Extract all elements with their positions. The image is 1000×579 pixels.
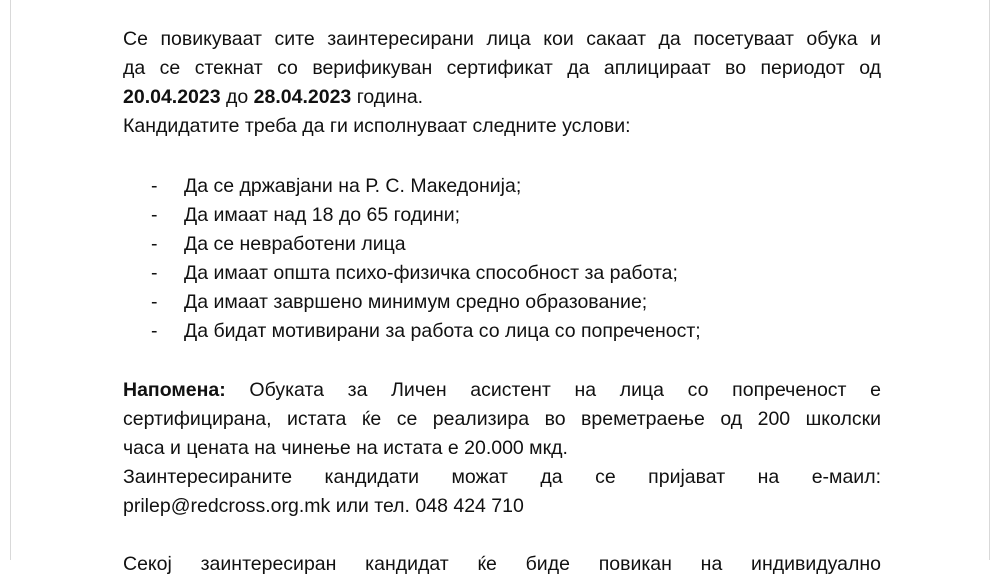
date-from: 20.04.2023	[123, 86, 221, 108]
condition-text: Да се државјани на Р. С. Македонија;	[184, 175, 522, 197]
note-line-1	[123, 376, 881, 405]
document-body	[123, 25, 881, 579]
condition-item	[123, 317, 881, 346]
note-label: Напомена:	[123, 379, 226, 401]
condition-item	[123, 172, 881, 201]
bullet-dash: -	[151, 175, 158, 197]
condition-item	[123, 230, 881, 259]
intro-line-1: Се повикуваат сите заинтересирани лица кои сакаат да посетуваат обука и	[123, 28, 881, 50]
bullet-dash: -	[151, 204, 158, 226]
condition-item	[123, 288, 881, 317]
condition-item	[123, 201, 881, 230]
bullet-dash: -	[151, 320, 158, 342]
note-line-2: сертифицирана, истата ќе се реализира во времетраење од 200 школски	[123, 408, 881, 430]
condition-item	[123, 259, 881, 288]
intro-line-2: да се стекнат со верификуван сертификат да аплицираат во периодот од	[123, 57, 881, 79]
conditions-list	[123, 172, 881, 346]
spacer	[123, 521, 881, 550]
year-word: година.	[351, 86, 424, 108]
bullet-dash: -	[151, 262, 158, 284]
closing-partial-line: Секој заинтересиран кандидат ќе биде повикан на индивидуално	[123, 553, 881, 575]
page-border-right	[989, 0, 990, 560]
date-to: 28.04.2023	[253, 86, 352, 108]
condition-text: Да имаат завршено минимум средно образование;	[184, 291, 648, 313]
spacer	[123, 141, 881, 170]
note-text-1: Обуката за Личен асистент на лица со попреченост е	[225, 379, 881, 401]
spacer	[123, 346, 881, 375]
condition-text: Да бидат мотивирани за работа со лица со попреченост;	[184, 320, 701, 342]
conditions-intro: Кандидатите треба да ги исполнуваат следните услови:	[123, 115, 631, 137]
condition-text: Да се невработени лица	[184, 233, 406, 255]
condition-text: Да имаат општа психо-физичка способност за работа;	[184, 262, 678, 284]
note-line-3: часа и цената на чинење на истата е 20.000 мкд.	[123, 437, 568, 459]
page-border-left	[10, 0, 11, 560]
condition-text: Да имаат над 18 до 65 години;	[184, 204, 461, 226]
bullet-dash: -	[151, 233, 158, 255]
bullet-dash: -	[151, 291, 158, 313]
date-between: до	[220, 86, 254, 108]
application-period	[123, 83, 881, 112]
apply-line: Заинтересираните кандидати можат да се пријават на е-маил:	[123, 466, 881, 488]
contact-line: prilep@redcross.org.mk или тел. 048 424 710	[123, 495, 524, 517]
